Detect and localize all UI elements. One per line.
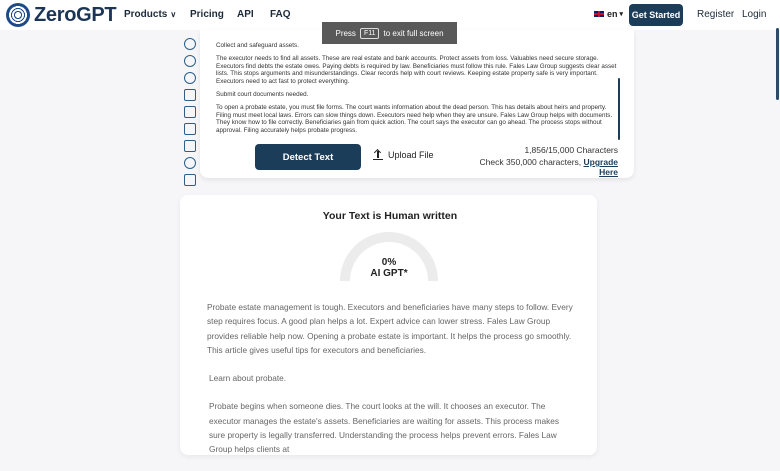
sidebar-tools	[182, 38, 198, 191]
editor-paragraph: Submit court documents needed.	[216, 91, 309, 99]
detect-text-button[interactable]: Detect Text	[255, 144, 361, 170]
nav-pricing[interactable]: Pricing	[190, 9, 224, 20]
editor-paragraph: Collect and safeguard assets.	[216, 42, 299, 49]
language-selector[interactable]	[593, 9, 623, 19]
summary-icon[interactable]	[184, 157, 196, 169]
get-started-button[interactable]: Get Started	[629, 4, 683, 26]
chart-icon[interactable]	[184, 123, 196, 135]
link-icon[interactable]	[184, 72, 196, 84]
login-link[interactable]: Login	[742, 9, 767, 20]
nav-products[interactable]	[124, 9, 176, 20]
logo[interactable]	[6, 3, 116, 27]
upload-file-button[interactable]	[373, 150, 434, 160]
result-paragraph: Probate estate management is tough. Executors and beneficiaries have many steps to follow. Every step requires focus. A good plan helps a lot. Expert advice can lower stress. Fales Law Group provides reliable help now. Opening a probate estate is important. It helps the process go smoothly. This article gives useful tips for executors and beneficiaries.	[207, 302, 573, 355]
ai-gpt-label: AI GPT*	[370, 268, 408, 279]
uk-flag-icon	[593, 10, 605, 18]
editor-paragraph: The executor needs to find all assets. These are real estate and bank accounts. Protect assets from loss. Valuables need secure storage. Executors find debts the estate owes. Paying debts is required by law. Beneficiaries must follow this rule. Fales Law Group suggests clear asset lists. This stops arguments and misunderstandings. Clear records help with court reviews. Keeping estate property safe is very important. Executors need to act fast to protect everything.	[216, 55, 617, 85]
translate-icon[interactable]	[184, 140, 196, 152]
upload-icon	[373, 150, 383, 160]
ai-percentage: 0%	[381, 257, 397, 268]
banner-text-before: Press	[335, 28, 356, 38]
chat-icon[interactable]	[184, 55, 196, 67]
chevron-down-icon: ∨	[170, 10, 177, 19]
upgrade-note	[460, 157, 618, 177]
fullscreen-banner	[322, 22, 457, 44]
nav-products-label: Products	[124, 9, 168, 20]
banner-text-after: to exit full screen	[383, 28, 444, 38]
upload-label: Upload File	[388, 150, 434, 160]
document-icon[interactable]	[184, 106, 196, 118]
nav-api[interactable]: API	[237, 9, 254, 20]
register-link[interactable]: Register	[697, 9, 735, 20]
result-paragraph: Learn about probate.	[209, 373, 287, 384]
editor-paragraph: To open a probate estate, you must file forms. The court wants information about the dead person. This has details about heirs and property. Filing must meet local laws. Errors can slow things down. Executors need help when they are unsure. Fales Law Group helps with documents. They know how to file correctly. Beneficiaries gain from quick action. The court says the executor can go ahead. The process stops without approval. Filing accurately helps probate progress.	[216, 104, 613, 134]
language-label: en	[607, 9, 618, 19]
editor-scrollbar[interactable]	[618, 78, 620, 140]
document-icon[interactable]	[184, 89, 196, 101]
check-text: Check 350,000 characters,	[479, 157, 582, 167]
nav-faq[interactable]: FAQ	[270, 9, 291, 20]
logo-text: ZeroGPT	[34, 3, 117, 26]
character-count: 1,856/15,000 Characters	[524, 145, 618, 155]
result-text	[207, 300, 577, 471]
page-scrollbar[interactable]	[776, 28, 779, 100]
upgrade-link[interactable]: Upgrade Here	[583, 157, 618, 177]
text-input-area[interactable]	[216, 42, 622, 148]
result-title: Your Text is Human written	[322, 210, 458, 222]
banner-key: F11	[360, 28, 380, 39]
result-paragraph: Probate begins when someone dies. The court looks at the will. It chooses an executor. The executor manages the estate's assets. Beneficiaries are waiting for assets. This process makes sure property is legally transferred. Understanding the process helps prevent errors. Fales Law Group helps clients at	[209, 401, 560, 455]
dashboard-icon[interactable]	[184, 174, 196, 186]
globe-icon[interactable]	[184, 38, 196, 50]
logo-icon	[6, 3, 30, 27]
chevron-down-icon: ▾	[619, 11, 624, 18]
